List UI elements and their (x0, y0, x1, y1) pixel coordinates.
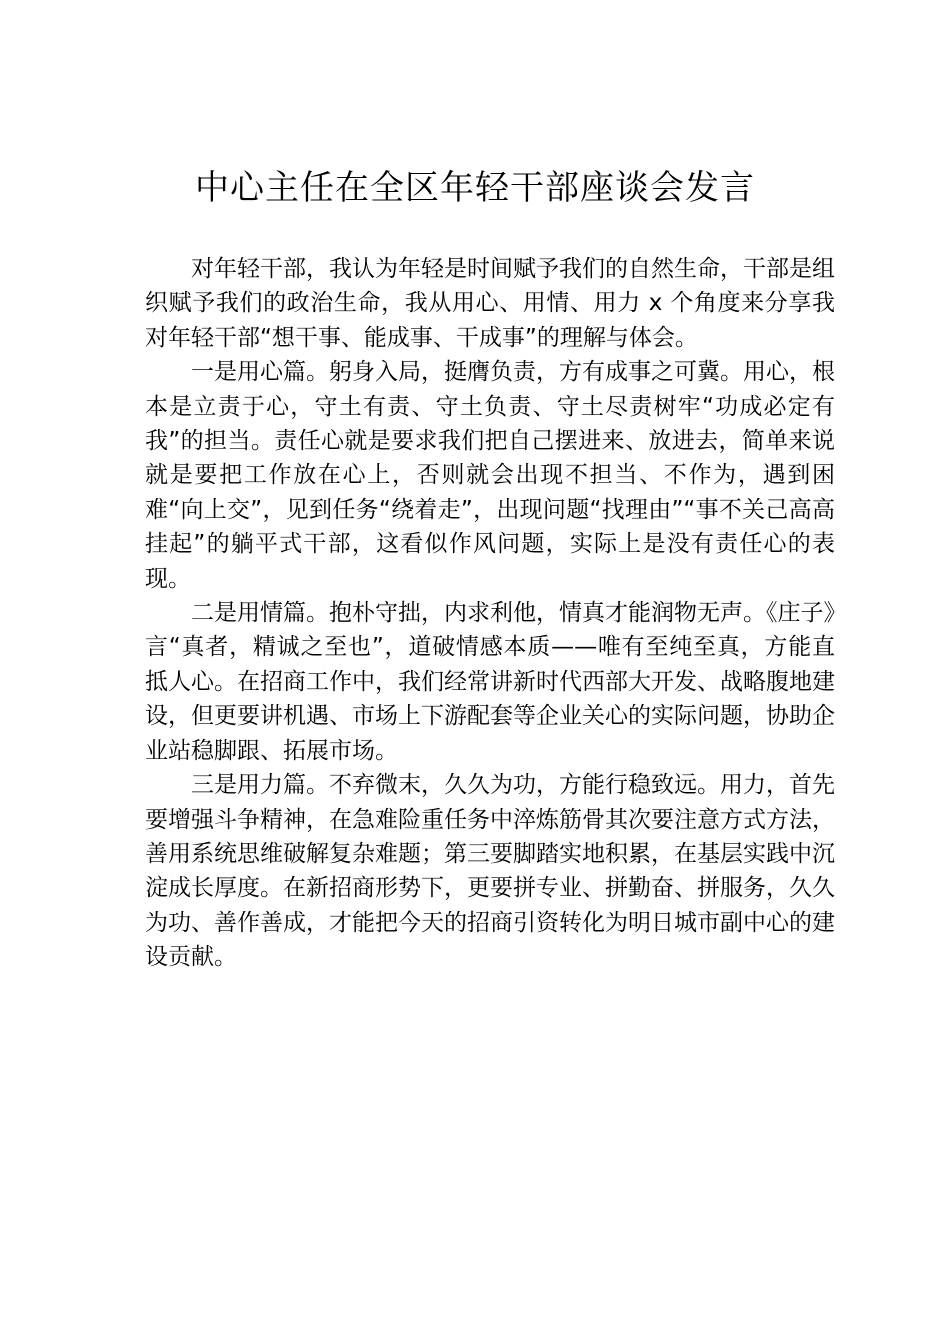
paragraph-emotion: 二是用情篇。抱朴守拙，内求利他，情真才能润物无声。《庄子》言“真者，精诚之至也”，道破情感本质——唯有至纯至真，方能直抵人心。在招商工作中，我们经常讲新时代西部大开发、战略腹地建设，但更要讲机遇、市场上下游配套等企业关心的实际问题，协助企业站稳脚跟、拓展市场。 (145, 600, 835, 764)
paragraph-intro: 对年轻干部，我认为年轻是时间赋予我们的自然生命，干部是组织赋予我们的政治生命，我从用心、用情、用力 x 个角度来分享我对年轻干部“想干事、能成事、干成事”的理解与体会。 (145, 256, 835, 351)
paragraph-effort: 三是用力篇。不弃微末，久久为功，方能行稳致远。用力，首先要增强斗争精神，在急难险重任务中淬炼筋骨其次要注意方式方法，善用系统思维破解复杂难题；第三要脚踏实地积累，在基层实践中沉淀成长厚度。在新招商形势下，更要拼专业、拼勤奋、拼服务，久久为功、善作善成，才能把今天的招商引资转化为明日城市副中心的建设贡献。 (145, 772, 835, 971)
paragraph-heart: 一是用心篇。躬身入局，挺膺负责，方有成事之可冀。用心，根本是立责于心，守土有责、守土负责、守土尽责树牢“功成必定有我”的担当。责任心就是要求我们把自己摆进来、放进去，简单来说就是要把工作放在心上，否则就会出现不担当、不作为，遇到困难“向上交”，见到任务“绕着走”，出现问题“找理由”“事不关己高高挂起”的躺平式干部，这看似作风问题，实际上是没有责任心的表现。 (145, 359, 835, 592)
document-body (145, 252, 835, 975)
document-title: 中心主任在全区年轻干部座谈会发言 (195, 168, 755, 208)
